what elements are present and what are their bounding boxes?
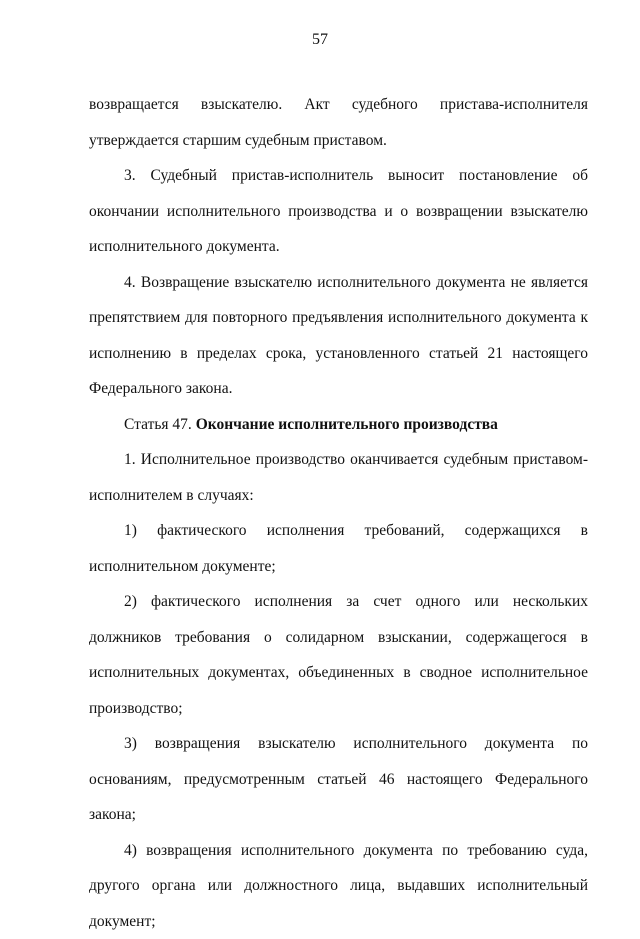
article-title: Окончание исполнительного производства [196, 416, 498, 433]
document-body [89, 87, 588, 939]
paragraph-article-item-1: 1. Исполнительное производство оканчивается судебным приставом-исполнителем в случаях: [89, 442, 588, 513]
article-label: Статья 47. [124, 416, 192, 433]
article-heading [89, 407, 588, 443]
page-number: 57 [0, 30, 640, 50]
paragraph-item-4: 4. Возвращение взыскателю исполнительного документа не является препятствием для повторного предъявления исполнительного документа к исполнению в пределах срока, установленного статьей 21 настоящего Федерального закона. [89, 265, 588, 407]
list-item-4: 4) возвращения исполнительного документа по требованию суда, другого органа или должностного лица, выдавших исполнительный документ; [89, 833, 588, 939]
list-item-3: 3) возвращения взыскателю исполнительного документа по основаниям, предусмотренным статьей 46 настоящего Федерального закона; [89, 726, 588, 833]
paragraph-item-3: 3. Судебный пристав-исполнитель выносит постановление об окончании исполнительного производства и о возвращении взыскателю исполнительного документа. [89, 158, 588, 265]
list-item-2: 2) фактического исполнения за счет одного или нескольких должников требования о солидарном взыскании, содержащегося в исполнительных документах, объединенных в сводное исполнительное производство; [89, 584, 588, 726]
list-item-1: 1) фактического исполнения требований, содержащихся в исполнительном документе; [89, 513, 588, 584]
paragraph-continuation: возвращается взыскателю. Акт судебного пристава-исполнителя утверждается старшим судебным приставом. [89, 87, 588, 158]
